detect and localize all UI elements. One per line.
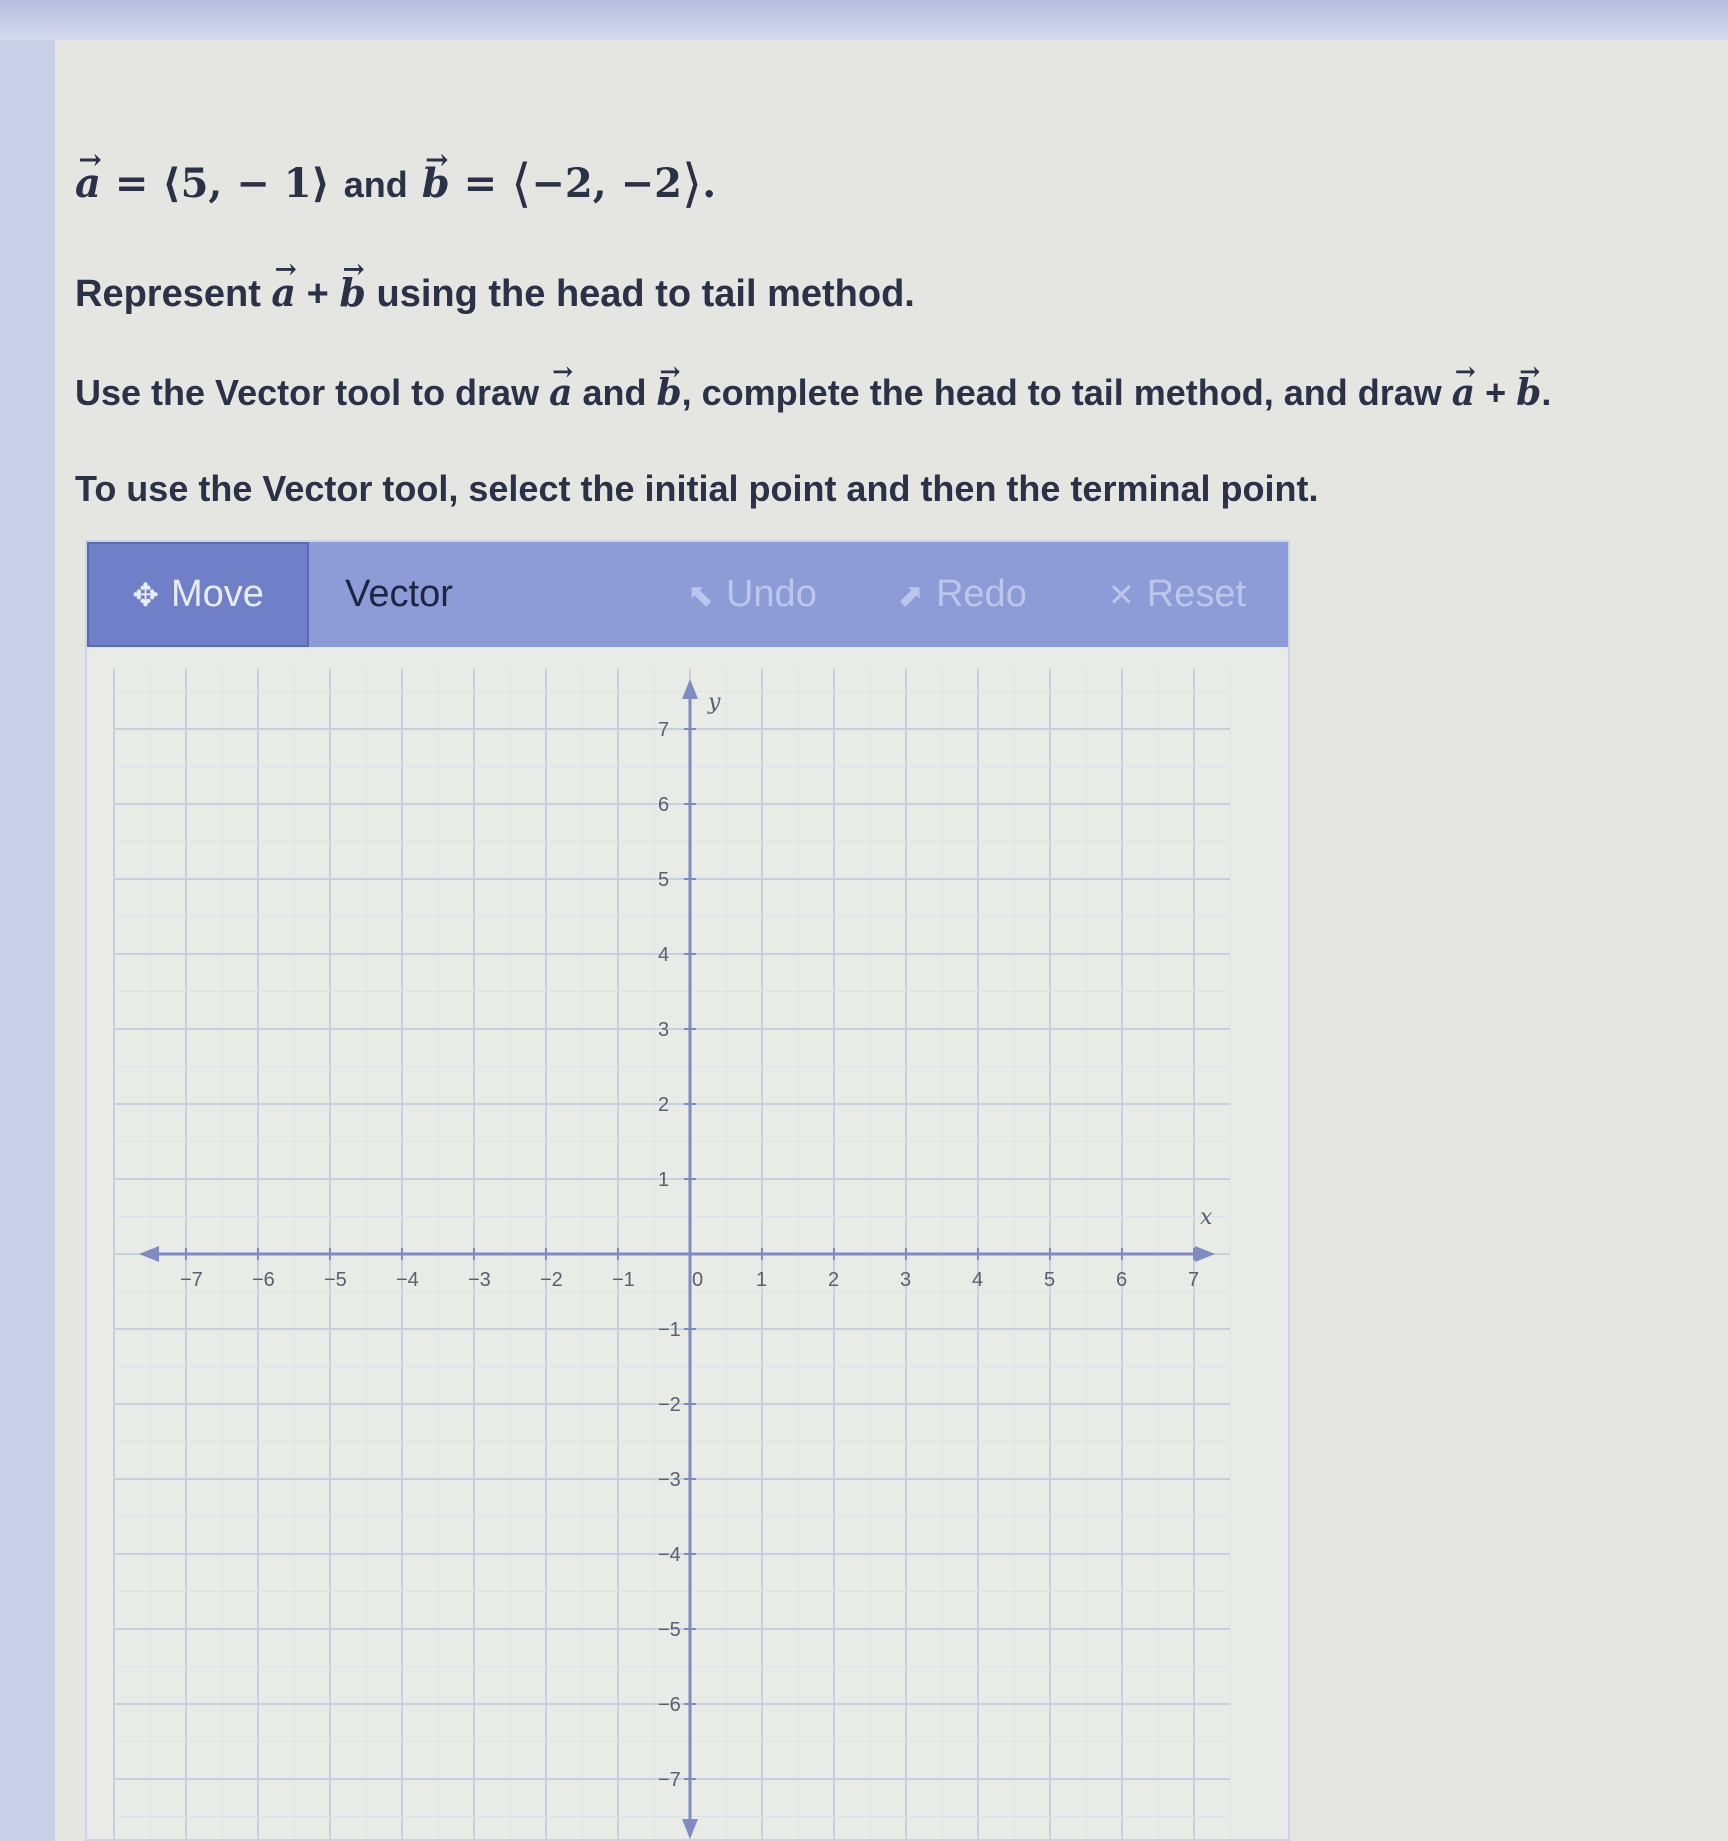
vector-label: Vector: [345, 573, 453, 615]
y-axis-top-arrow: [682, 679, 698, 699]
x-axis-right-arrow: [1195, 1246, 1215, 1262]
undo-label: Undo: [725, 573, 817, 615]
close-icon: ✕: [1107, 576, 1135, 613]
y-tick-label: −6: [658, 1694, 681, 1716]
y-tick-label: 3: [658, 1019, 670, 1041]
reset-label: Reset: [1146, 573, 1247, 615]
coordinate-plane[interactable]: [87, 647, 1288, 1839]
vector-a-symbol: → a: [75, 160, 101, 207]
vector-a-symbol: → a: [549, 372, 572, 414]
redo-button[interactable]: [877, 542, 1047, 647]
problem-period: .: [702, 160, 717, 207]
vector-b-symbol: → b: [422, 160, 450, 207]
x-axis-label: x: [1200, 1205, 1213, 1230]
reset-button[interactable]: [1087, 542, 1267, 647]
graph-toolbar: [87, 542, 1288, 647]
axes: [139, 679, 1215, 1839]
y-tick-label: 4: [658, 944, 670, 966]
graph-widget: [85, 540, 1290, 1841]
vector-a-symbol: → a: [271, 270, 296, 315]
vector-b-symbol: → b: [1516, 372, 1541, 414]
plus-sign: +: [306, 273, 329, 315]
use-period: .: [1541, 372, 1552, 413]
tick-labels: [180, 690, 1213, 1791]
y-tick-label: 1: [658, 1169, 670, 1191]
and-text: and: [343, 164, 408, 205]
vector-b-symbol: → b: [339, 270, 366, 315]
vector-b-symbol: → b: [656, 372, 681, 414]
y-axis-label: y: [708, 690, 721, 715]
x-tick-label: −1: [612, 1269, 635, 1291]
vector-tool-instruction: [75, 372, 1551, 414]
move-icon: ✥: [132, 576, 159, 613]
x-tick-label: −5: [324, 1269, 347, 1291]
howto-instruction: To use the Vector tool, select the initial point and then the terminal point.: [75, 468, 1319, 509]
represent-instruction: [75, 270, 915, 316]
vector-b-open-bracket: ⟨: [511, 154, 532, 214]
redo-label: Redo: [935, 573, 1027, 615]
y-tick-label: −7: [658, 1769, 681, 1791]
vector-a-value: = ⟨5, − 1⟩: [114, 160, 330, 207]
problem-statement: [75, 150, 717, 214]
y-tick-label: −3: [658, 1469, 681, 1491]
vector-b-components: −2, −2: [531, 160, 682, 207]
top-strip: [0, 0, 1728, 40]
x-tick-label: 0: [692, 1269, 704, 1291]
redo-arrow-icon: ⬈: [897, 576, 924, 613]
x-tick-label: −2: [540, 1269, 563, 1291]
represent-prefix: Represent: [75, 273, 261, 315]
y-tick-label: −2: [658, 1394, 681, 1416]
x-tick-label: 6: [1116, 1269, 1128, 1291]
undo-button[interactable]: [667, 542, 837, 647]
use-and: and: [582, 372, 647, 413]
use-middle: , complete the head to tail method, and draw: [681, 372, 1442, 413]
x-axis-left-arrow: [139, 1246, 159, 1262]
x-tick-label: 2: [828, 1269, 840, 1291]
x-tick-label: 1: [756, 1269, 768, 1291]
move-button[interactable]: [87, 542, 309, 647]
represent-suffix: using the head to tail method.: [376, 273, 915, 315]
plus-sign: +: [1485, 372, 1507, 413]
y-tick-label: −5: [658, 1619, 681, 1641]
y-tick-label: 2: [658, 1094, 670, 1116]
y-axis-bottom-arrow: [682, 1819, 698, 1839]
x-tick-label: −4: [396, 1269, 419, 1291]
x-tick-label: 7: [1188, 1269, 1200, 1291]
x-tick-label: −3: [468, 1269, 491, 1291]
move-label: Move: [170, 573, 264, 615]
vector-b-close-bracket: ⟩: [681, 154, 703, 214]
y-tick-label: −1: [658, 1319, 681, 1341]
undo-arrow-icon: ⬉: [687, 576, 714, 613]
x-tick-label: −6: [252, 1269, 275, 1291]
x-tick-label: −7: [180, 1269, 203, 1291]
x-tick-label: 5: [1044, 1269, 1056, 1291]
y-tick-label: 6: [658, 794, 670, 816]
x-tick-label: 3: [900, 1269, 912, 1291]
y-tick-label: −4: [658, 1544, 681, 1566]
y-tick-label: 5: [658, 869, 670, 891]
use-prefix: Use the Vector tool to draw: [75, 372, 540, 413]
y-tick-label: 7: [658, 719, 670, 741]
vector-a-symbol: → a: [1452, 372, 1475, 414]
vector-button[interactable]: [309, 542, 489, 647]
x-tick-label: 4: [972, 1269, 984, 1291]
vector-b-equals: =: [463, 160, 498, 207]
